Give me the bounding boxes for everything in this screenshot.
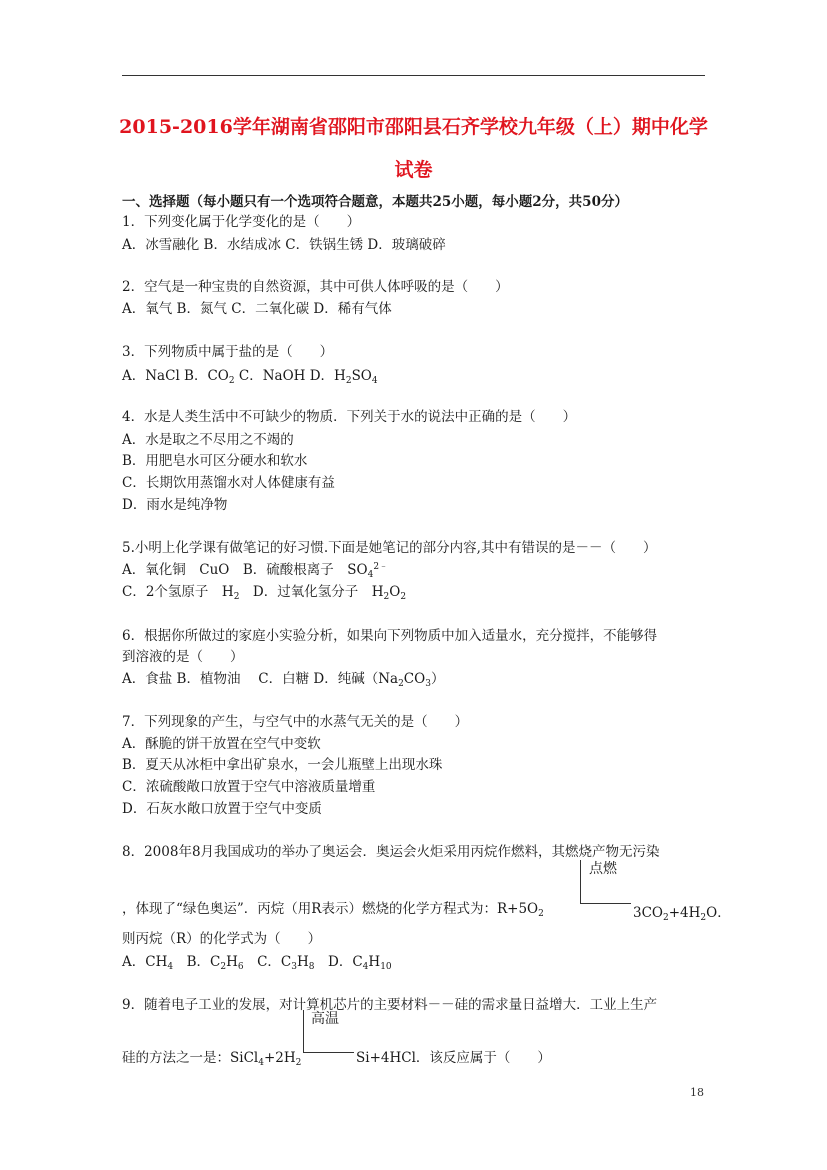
question-9-stem-line1: 9．随着电子工业的发展，对计算机芯片的主要材料－－硅的需求量日益增大．工业上生产 (122, 997, 658, 1013)
reaction-condition-ignite: 点燃 (589, 861, 617, 877)
question-7-option-b: B．夏天从冰柜中拿出矿泉水，一会儿瓶壁上出现水珠 (122, 757, 443, 773)
paper-title-line2: 试卷 (394, 159, 433, 181)
question-5-stem: 5.小明上化学课有做笔记的好习惯.下面是她笔记的部分内容,其中有错误的是－－（ ） (122, 540, 657, 556)
page-number: 18 (690, 1086, 704, 1099)
question-5-options-cd: C．2个氢原子 $H_2$ D．过氧化氢分子 $H_2O_2$ (122, 584, 407, 602)
question-6-stem-line2: 到溶液的是（ ） (122, 649, 244, 665)
question-5-options-ab: A．氧化铜 CuO B．硫酸根离子 $SO_4^{2﹣}$ (122, 562, 389, 580)
question-7-option-c: C．浓硫酸敞口放置于空气中溶液质量增重 (122, 779, 376, 795)
question-1-stem: 1．下列变化属于化学变化的是（ ） (122, 214, 361, 230)
paper-title-line1: 2015-2016学年湖南省邵阳市邵阳县石齐学校九年级（上）期中化学 (119, 116, 708, 138)
question-2-options: A．氧气 B．氮气 C．二氧化碳 D．稀有气体 (122, 301, 392, 317)
question-4-option-d: D．雨水是纯净物 (122, 497, 228, 513)
question-8-stem-line1: 8．2008年8月我国成功的举办了奥运会．奥运会火炬采用丙烷作燃料，其燃烧产物无污染 (122, 844, 660, 860)
header-rule (122, 75, 705, 76)
question-4-stem: 4．水是人类生活中不可缺少的物质．下列关于水的说法中正确的是（ ） (122, 409, 577, 425)
reaction-condition-high-temp: 高温 (311, 1011, 339, 1027)
question-8-stem-line2: ，体现了“绿色奥运”．丙烷（用R表示）燃烧的化学方程式为：$R+5O_2$ (122, 901, 544, 919)
question-6-options: A．食盐 B．植物油 C．白糖 D．纯碱$(Na_2CO_3)$ (122, 671, 445, 689)
question-7-option-a: A．酥脆的饼干放置在空气中变软 (122, 736, 321, 752)
question-1-options: A．冰雪融化 B．水结成冰 C．铁锅生锈 D．玻璃破碎 (122, 237, 446, 253)
question-4-option-b: B．用肥皂水可区分硬水和软水 (122, 453, 308, 469)
question-4-option-c: C．长期饮用蒸馏水对人体健康有益 (122, 475, 335, 491)
question-3-options: A．NaCl B．$CO_2$ C．NaOH D．$H_2SO_4$ (122, 368, 378, 386)
question-2-stem: 2．空气是一种宝贵的自然资源，其中可供人体呼吸的是（ ） (122, 279, 509, 295)
question-4-option-a: A．水是取之不尽用之不竭的 (122, 432, 294, 448)
section-heading: 一、选择题（每小题只有一个选项符合题意，本题共25小题，每小题2分，共50分） (122, 194, 628, 210)
question-9-stem-line2: 硅的方法之一是：$SiCl_4+2H_2$ (122, 1050, 302, 1068)
question-8-equation-products: $3CO_2+4H_2O$． (633, 905, 731, 923)
question-9-equation-products: Si+4HCl．该反应属于（ ） (356, 1050, 551, 1066)
question-6-stem-line1: 6．根据你所做过的家庭小实验分析，如果向下列物质中加入适量水，充分搅拌，不能够得 (122, 628, 658, 644)
question-7-option-d: D．石灰水敞口放置于空气中变质 (122, 801, 322, 817)
question-7-stem: 7．下列现象的产生，与空气中的水蒸气无关的是（ ） (122, 714, 469, 730)
question-8-options: A．$CH_4$ B．$C_2H_6$ C．$C_3H_8$ D．$C_4H_{10}$ (122, 954, 392, 972)
question-3-stem: 3．下列物质中属于盐的是（ ） (122, 344, 334, 360)
question-8-stem-line3: 则丙烷（R）的化学式为（ ） (122, 931, 322, 947)
